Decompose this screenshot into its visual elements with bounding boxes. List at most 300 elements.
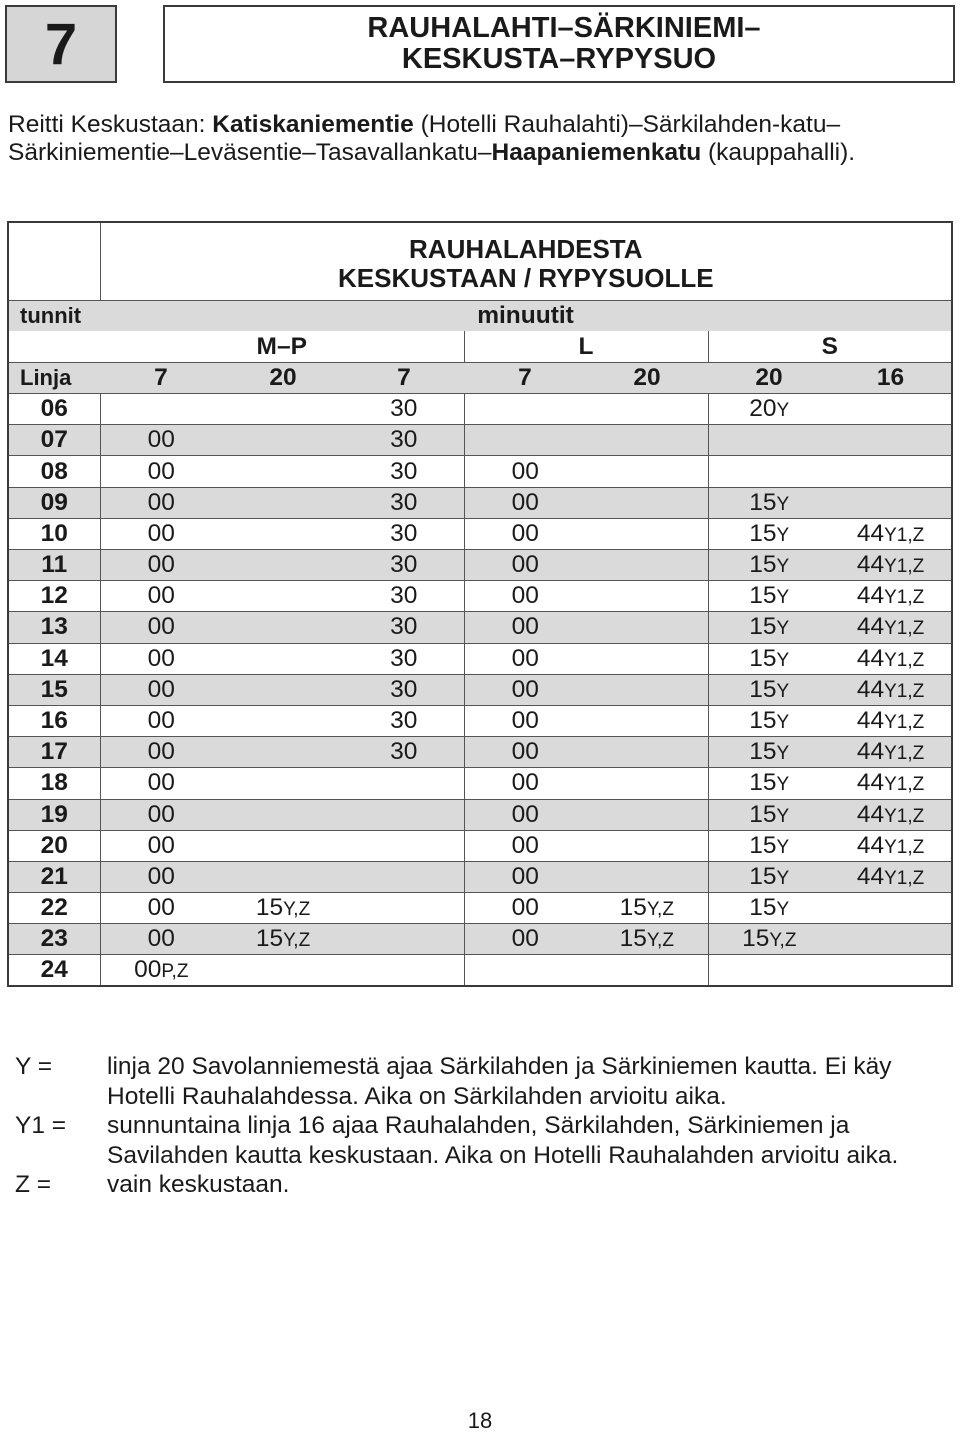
departure-cell [344, 612, 464, 643]
departure-cell [708, 955, 830, 986]
departure-minute: 00 [511, 894, 539, 922]
departure-cell [464, 674, 586, 705]
hour-cell: 13 [8, 612, 100, 643]
departure-minute: 30 [390, 675, 418, 703]
timetable [7, 221, 953, 987]
departure-cell [344, 456, 464, 487]
legend-text: linja 20 Savolanniemestä ajaa Särkilahden ja Särkiniemen kautta. Ei käy Hotelli Rauhalahdessa. Aika on Särkilahden arvioitu aika. [107, 1053, 892, 1110]
departure-note: Y,Z [283, 899, 311, 921]
departure-cell [222, 394, 344, 425]
departure-cell [100, 643, 222, 674]
departure-minute: 00 [511, 831, 539, 859]
departure-minute: 00 [511, 582, 539, 610]
departure-cell [464, 394, 586, 425]
departure-minute: 30 [390, 457, 418, 485]
departure-minute: 30 [390, 738, 418, 766]
departure-note: Y [776, 618, 790, 640]
minutes-label: minuutit [100, 300, 952, 331]
departure-note: Y [776, 493, 790, 515]
departure-cell [586, 394, 708, 425]
departure-cell [464, 705, 586, 736]
departure-cell [100, 674, 222, 705]
departure-minute: 44 [856, 738, 885, 766]
departure-note: Y1,Z [884, 524, 925, 546]
departure-note: Y1,Z [884, 774, 925, 796]
departure-cell [464, 737, 586, 768]
timetable-title [100, 222, 952, 300]
departure-cell [586, 799, 708, 830]
departure-minute: 00 [511, 519, 539, 547]
route-stop-end: Haapaniemenkatu [491, 139, 702, 166]
departure-cell [344, 425, 464, 456]
departure-cell [586, 456, 708, 487]
departure-minute: 44 [856, 862, 885, 890]
departure-cell [222, 674, 344, 705]
departure-minute: 44 [856, 519, 885, 547]
hour-cell: 12 [8, 581, 100, 612]
departure-minute: 00 [147, 644, 175, 672]
departure-cell [100, 893, 222, 924]
departure-cell [100, 487, 222, 518]
line-number: 7 [464, 362, 586, 393]
departure-cell [344, 768, 464, 799]
departure-minute: 15 [742, 925, 770, 953]
departure-minute: 44 [856, 769, 885, 797]
departure-note: Y1,Z [884, 587, 925, 609]
departure-cell [222, 612, 344, 643]
departure-cell [100, 955, 222, 986]
departure-cell [344, 737, 464, 768]
day-group-sunday: S [708, 331, 952, 362]
departure-cell [586, 487, 708, 518]
departure-cell [222, 705, 344, 736]
departure-cell [708, 674, 830, 705]
departure-cell [830, 518, 952, 549]
departure-cell [708, 643, 830, 674]
departure-minute: 00 [147, 457, 175, 485]
line-number-row [8, 362, 952, 393]
departure-cell [830, 737, 952, 768]
departure-minute: 00 [511, 457, 539, 485]
departure-note: Y [776, 836, 790, 858]
departure-cell [586, 643, 708, 674]
departure-minute: 00 [147, 551, 175, 579]
departure-cell [464, 643, 586, 674]
departure-minute: 15 [749, 894, 777, 922]
route-number: 7 [44, 11, 78, 77]
departure-note: Y1,Z [884, 649, 925, 671]
day-group-row [8, 331, 952, 362]
legend-key: Y = [15, 1053, 53, 1080]
departure-note: Y1,Z [884, 836, 925, 858]
hour-cell: 17 [8, 737, 100, 768]
hour-cell: 07 [8, 425, 100, 456]
line-number: 20 [222, 362, 344, 393]
hour-cell: 15 [8, 674, 100, 705]
departure-minute: 15 [749, 738, 777, 766]
departure-cell [586, 830, 708, 861]
departure-note: Y [776, 587, 790, 609]
departure-cell [344, 518, 464, 549]
departure-cell [222, 425, 344, 456]
departure-cell [222, 768, 344, 799]
departure-cell [708, 830, 830, 861]
departure-cell [586, 893, 708, 924]
hour-cell: 21 [8, 861, 100, 892]
legend-item [15, 1111, 955, 1170]
departure-cell [100, 768, 222, 799]
departure-cell [830, 456, 952, 487]
departure-note: Y [776, 556, 790, 578]
departure-cell [100, 799, 222, 830]
departure-cell [830, 425, 952, 456]
departure-minute: 00 [511, 800, 539, 828]
timetable-row [8, 643, 952, 674]
departure-cell [708, 861, 830, 892]
timetable-row [8, 612, 952, 643]
departure-note: Y [776, 743, 790, 765]
route-title-box [163, 5, 955, 83]
page-number: 18 [467, 1408, 493, 1433]
departure-cell [830, 955, 952, 986]
departure-cell [100, 705, 222, 736]
line-number: 16 [830, 362, 952, 393]
departure-minute: 00 [511, 707, 539, 735]
legend-key: Z = [15, 1171, 52, 1198]
departure-minute: 44 [856, 831, 885, 859]
departure-cell [344, 861, 464, 892]
departure-minute: 00 [147, 488, 175, 516]
route-stop-start: Katiskaniementie [212, 111, 414, 138]
departure-cell [586, 518, 708, 549]
timetable-row [8, 924, 952, 955]
departure-cell [222, 581, 344, 612]
departure-cell [344, 643, 464, 674]
line-label: Linja [8, 362, 100, 393]
departure-cell [222, 487, 344, 518]
hour-cell: 14 [8, 643, 100, 674]
departure-cell [586, 612, 708, 643]
departure-cell [830, 799, 952, 830]
hour-cell: 16 [8, 705, 100, 736]
hour-cell: 22 [8, 893, 100, 924]
departure-minute: 44 [856, 613, 885, 641]
route-title-line-1: RAUHALAHTI–SÄRKINIEMI– [367, 12, 761, 44]
departure-note: Y,Z [646, 930, 674, 952]
departure-minute: 00 [147, 707, 175, 735]
departure-note: Y,Z [769, 930, 797, 952]
line-number: 7 [100, 362, 222, 393]
departure-minute: 30 [390, 395, 418, 423]
route-title-line-2: KESKUSTA–RYPYSUO [401, 43, 717, 75]
departure-minute: 15 [749, 582, 777, 610]
timetable-title-line-2: KESKUSTAAN / RYPYSUOLLE [337, 263, 714, 294]
hour-cell: 11 [8, 550, 100, 581]
departure-cell [464, 487, 586, 518]
line-number: 7 [344, 362, 464, 393]
departure-minute: 00 [147, 426, 175, 454]
departure-cell [586, 705, 708, 736]
departure-cell [222, 830, 344, 861]
departure-cell [222, 924, 344, 955]
departure-minute: 30 [390, 426, 418, 454]
departure-minute: 00 [511, 738, 539, 766]
departure-cell [100, 924, 222, 955]
timetable-row [8, 830, 952, 861]
departure-minute: 00 [511, 488, 539, 516]
departure-minute: 00 [147, 862, 175, 890]
departure-cell [586, 737, 708, 768]
departure-cell [222, 737, 344, 768]
departure-cell [708, 705, 830, 736]
departure-cell [100, 518, 222, 549]
departure-cell [830, 861, 952, 892]
units-row [8, 300, 952, 331]
departure-minute: 30 [390, 488, 418, 516]
departure-minute: 15 [749, 707, 777, 735]
departure-cell [708, 768, 830, 799]
departure-cell [464, 893, 586, 924]
departure-cell [586, 924, 708, 955]
timetable-row [8, 737, 952, 768]
departure-cell [100, 737, 222, 768]
departure-cell [100, 394, 222, 425]
departure-cell [344, 830, 464, 861]
hour-cell: 09 [8, 487, 100, 518]
departure-cell [222, 518, 344, 549]
day-group-weekdays: M–P [100, 331, 464, 362]
departure-cell [586, 581, 708, 612]
departure-minute: 15 [619, 894, 647, 922]
departure-note: Y [776, 867, 790, 889]
departure-note: Y [776, 805, 790, 827]
departure-cell [708, 550, 830, 581]
departure-cell [344, 581, 464, 612]
departure-minute: 15 [749, 675, 777, 703]
hour-cell: 18 [8, 768, 100, 799]
departure-cell [344, 487, 464, 518]
departure-minute: 00 [147, 800, 175, 828]
departure-minute: 44 [856, 551, 885, 579]
departure-cell [344, 799, 464, 830]
departure-note: Y [776, 524, 790, 546]
departure-minute: 00 [511, 862, 539, 890]
departure-cell [222, 861, 344, 892]
departure-note: Y1,Z [884, 712, 925, 734]
departure-minute: 15 [749, 644, 777, 672]
departure-minute: 15 [749, 831, 777, 859]
departure-minute: 15 [255, 925, 284, 953]
departure-minute: 30 [390, 582, 418, 610]
hour-cell: 06 [8, 394, 100, 425]
legend-item [15, 1170, 955, 1200]
timetable-row [8, 487, 952, 518]
departure-cell [100, 612, 222, 643]
departure-cell [708, 487, 830, 518]
departure-minute: 00 [511, 613, 539, 641]
departure-cell [586, 425, 708, 456]
departure-minute: 30 [390, 707, 418, 735]
departure-minute: 00 [147, 738, 175, 766]
departure-note: Y [776, 680, 790, 702]
departure-cell [100, 830, 222, 861]
departure-note: Y1,Z [884, 618, 925, 640]
departure-cell [708, 893, 830, 924]
departure-minute: 00 [511, 675, 539, 703]
departure-cell [830, 830, 952, 861]
departure-minute: 30 [390, 613, 418, 641]
timetable-row [8, 425, 952, 456]
timetable-row [8, 955, 952, 986]
departure-cell [830, 674, 952, 705]
departure-cell [586, 955, 708, 986]
departure-note: Y1,Z [884, 556, 925, 578]
departure-cell [464, 581, 586, 612]
departure-cell [100, 581, 222, 612]
departure-cell [830, 394, 952, 425]
departure-minute: 00 [147, 582, 175, 610]
departure-minute: 00 [147, 831, 175, 859]
departure-cell [464, 425, 586, 456]
departure-minute: 15 [749, 769, 777, 797]
departure-minute: 15 [619, 925, 647, 953]
departure-cell [100, 425, 222, 456]
departure-minute: 15 [749, 551, 777, 579]
route-number-box [5, 5, 117, 83]
departure-minute: 00 [511, 925, 539, 953]
departure-cell [708, 518, 830, 549]
route-description-middle: (Hotelli Rauhalahti)–Särkilahden-katu–Särkiniementie–Leväsentie–Tasavallankatu– [8, 111, 841, 166]
departure-cell [830, 924, 952, 955]
departure-cell [222, 456, 344, 487]
departure-cell [708, 456, 830, 487]
departure-note: P,Z [161, 961, 189, 983]
departure-cell [222, 955, 344, 986]
departure-cell [586, 674, 708, 705]
departure-cell [464, 830, 586, 861]
departure-cell [344, 893, 464, 924]
departure-cell [830, 768, 952, 799]
departure-note: Y1,Z [884, 743, 925, 765]
departure-cell [830, 487, 952, 518]
departure-cell [464, 518, 586, 549]
departure-note: Y [776, 899, 790, 921]
hour-cell: 19 [8, 799, 100, 830]
route-description [8, 111, 948, 167]
hour-cell: 10 [8, 518, 100, 549]
departure-minute: 00 [147, 519, 175, 547]
departure-note: Y [776, 774, 790, 796]
timetable-row [8, 893, 952, 924]
departure-cell [708, 799, 830, 830]
departure-minute: 00 [147, 675, 175, 703]
hour-cell: 20 [8, 830, 100, 861]
timetable-title-row [8, 222, 952, 300]
departure-minute: 00 [147, 613, 175, 641]
departure-minute: 15 [749, 800, 777, 828]
departure-cell [344, 550, 464, 581]
departure-cell [830, 550, 952, 581]
departure-cell [830, 581, 952, 612]
departure-cell [344, 924, 464, 955]
departure-minute: 15 [255, 894, 284, 922]
departure-minute: 15 [749, 862, 777, 890]
departure-minute: 30 [390, 644, 418, 672]
departure-minute: 00 [147, 925, 175, 953]
departure-cell [344, 394, 464, 425]
departure-cell [830, 893, 952, 924]
departure-cell [708, 394, 830, 425]
timetable-row [8, 768, 952, 799]
departure-cell [344, 705, 464, 736]
timetable-row [8, 861, 952, 892]
departure-minute: 15 [749, 519, 777, 547]
departure-note: Y [776, 712, 790, 734]
departure-cell [464, 456, 586, 487]
day-group-saturday: L [464, 331, 708, 362]
timetable-row [8, 394, 952, 425]
departure-cell [708, 737, 830, 768]
departure-note: Y,Z [646, 899, 674, 921]
departure-minute: 00 [147, 769, 175, 797]
legend-item [15, 1052, 955, 1111]
departure-cell [464, 768, 586, 799]
departure-cell [708, 612, 830, 643]
departure-cell [830, 643, 952, 674]
legend [15, 1052, 955, 1200]
departure-cell [586, 768, 708, 799]
departure-note: Y1,Z [884, 805, 925, 827]
departure-cell [464, 955, 586, 986]
departure-minute: 15 [749, 613, 777, 641]
departure-cell [344, 955, 464, 986]
hour-cell: 23 [8, 924, 100, 955]
departure-cell [222, 799, 344, 830]
departure-minute: 44 [856, 644, 885, 672]
departure-cell [222, 893, 344, 924]
departure-cell [100, 456, 222, 487]
departure-cell [586, 550, 708, 581]
timetable-row [8, 674, 952, 705]
legend-text: sunnuntaina linja 16 ajaa Rauhalahden, Särkilahden, Särkiniemen ja Savilahden kautta keskustaan. Aika on Hotelli Rauhalahden arvioitu aika. [107, 1112, 899, 1169]
timetable-row [8, 799, 952, 830]
departure-cell [464, 924, 586, 955]
timetable-row [8, 550, 952, 581]
departure-cell [464, 861, 586, 892]
departure-minute: 30 [390, 551, 418, 579]
departure-minute: 44 [856, 707, 885, 735]
departure-minute: 30 [390, 519, 418, 547]
departure-minute: 44 [856, 582, 885, 610]
timetable-row [8, 518, 952, 549]
departure-minute: 00 [511, 644, 539, 672]
legend-key: Y1 = [15, 1112, 67, 1139]
departure-cell [830, 612, 952, 643]
departure-note: Y [776, 400, 790, 422]
departure-cell [464, 550, 586, 581]
route-description-prefix: Reitti Keskustaan: [8, 111, 213, 138]
hour-cell: 24 [8, 955, 100, 986]
departure-cell [708, 425, 830, 456]
departure-cell [708, 924, 830, 955]
departure-minute: 00 [511, 769, 539, 797]
departure-note: Y [776, 649, 790, 671]
departure-cell [344, 674, 464, 705]
timetable-title-line-1: RAUHALAHDESTA [409, 234, 643, 265]
hours-label: tunnit [8, 300, 100, 331]
departure-cell [222, 643, 344, 674]
departure-minute: 20 [749, 395, 777, 423]
